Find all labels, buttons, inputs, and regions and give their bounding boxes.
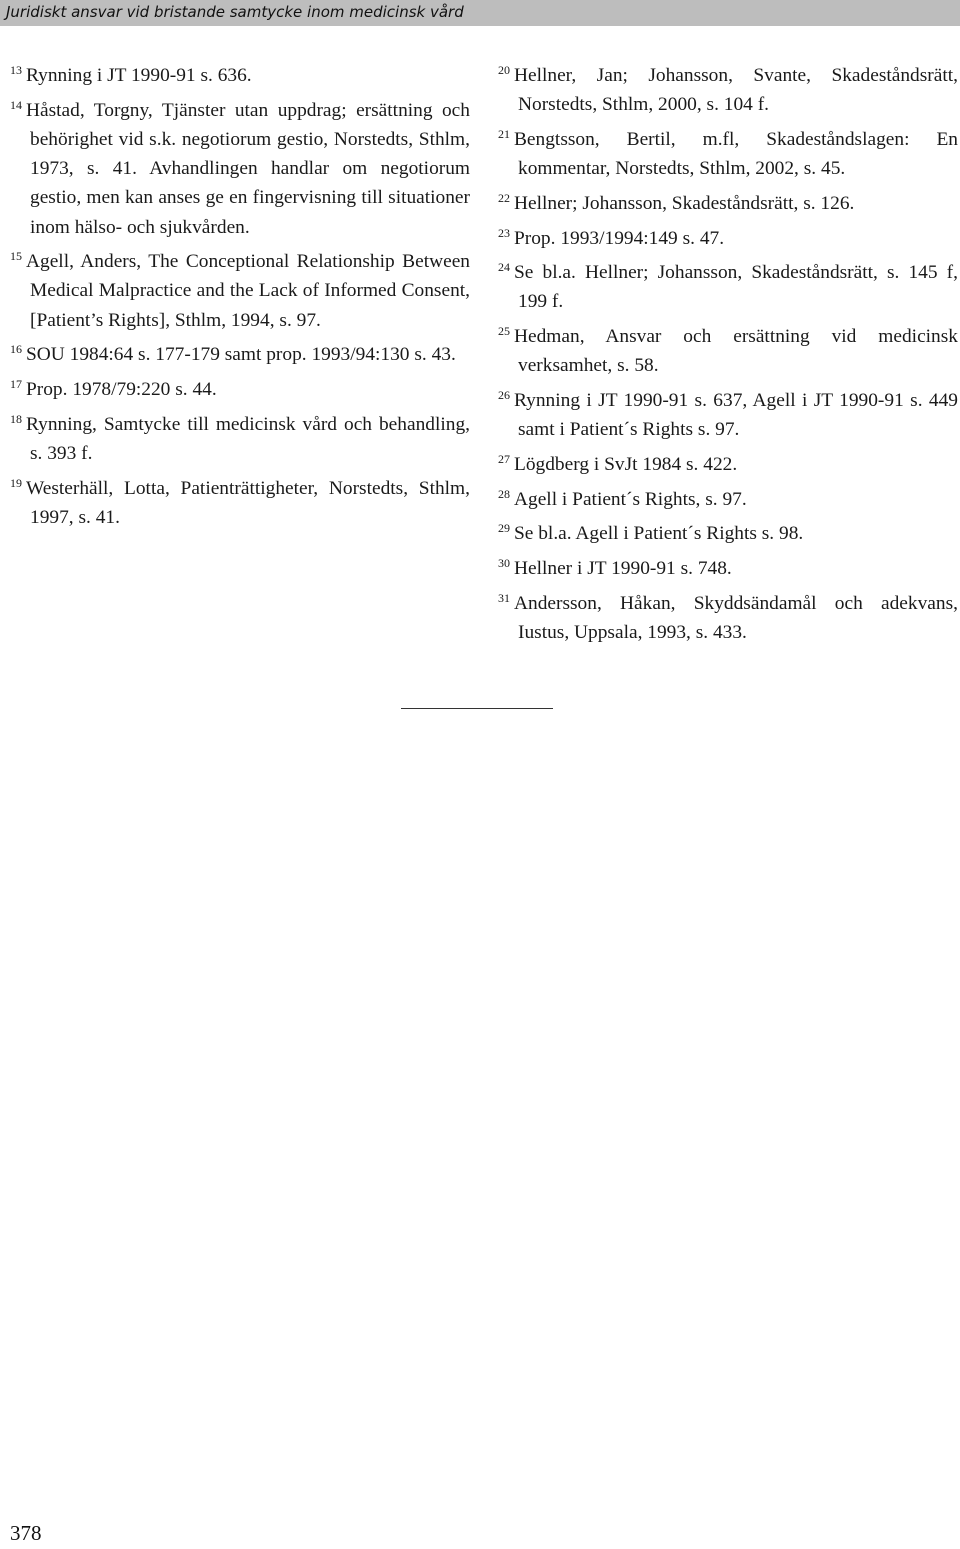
footnote-number: 30	[498, 556, 510, 571]
footnote-text: Se bl.a. Agell i Patient´s Rights s. 98.	[514, 523, 804, 545]
footnote-number: 24	[498, 260, 510, 275]
footnote-text: Agell i Patient´s Rights, s. 97.	[514, 488, 747, 510]
footnote-number: 17	[10, 377, 22, 392]
footnote-number: 27	[498, 451, 510, 466]
footnote-text: Hellner; Johansson, Skadeståndsrätt, s. 126.	[514, 192, 855, 214]
footnote-number: 26	[498, 388, 510, 403]
footnote-number: 22	[498, 190, 510, 205]
footnote-25	[498, 322, 958, 380]
footnote-number: 20	[498, 63, 510, 77]
running-title: Juridiskt ansvar vid bristande samtycke inom medicinsk vård	[6, 3, 464, 21]
footnote-20	[498, 61, 958, 119]
footnote-number: 19	[10, 475, 22, 490]
page-number: 378	[10, 1521, 42, 1545]
section-divider	[401, 708, 553, 709]
footnote-19	[10, 474, 470, 532]
footnote-text: Prop. 1993/1994:149 s. 47.	[514, 227, 725, 249]
footnote-number: 31	[498, 590, 510, 605]
footnote-number: 16	[10, 342, 22, 357]
footnote-30	[498, 554, 958, 583]
footnote-number: 18	[10, 411, 22, 426]
footnote-24	[498, 258, 958, 316]
footnote-text: Se bl.a. Hellner; Johansson, Skadeståndsrätt, s. 145 f, 199 f.	[514, 262, 958, 313]
footnote-15	[10, 247, 470, 335]
footnote-text: Rynning i JT 1990-91 s. 636.	[26, 65, 252, 86]
footnote-number: 15	[10, 249, 22, 264]
footnote-number: 23	[498, 225, 510, 240]
footnote-text: Westerhäll, Lotta, Patienträttigheter, Norstedts, Sthlm, 1997, s. 41.	[26, 477, 470, 528]
footnote-text: Lögdberg i SvJt 1984 s. 422.	[514, 453, 738, 475]
footnote-text: Bengtsson, Bertil, m.fl, Skadeståndslagen: En kommentar, Norstedts, Sthlm, 2002, s. 45.	[514, 128, 958, 180]
footnote-number: 28	[498, 486, 510, 501]
footnotes-left-column	[10, 61, 470, 538]
footnote-number: 13	[10, 63, 22, 77]
running-header	[0, 0, 960, 26]
footnote-31	[498, 589, 958, 647]
footnote-26	[498, 386, 958, 444]
footnote-text: Hellner, Jan; Johansson, Svante, Skadeståndsrätt, Norstedts, Sthlm, 2000, s. 104 f.	[514, 65, 958, 116]
footnote-14	[10, 96, 470, 242]
footnote-29	[498, 519, 958, 548]
footnote-text: Rynning i JT 1990-91 s. 637, Agell i JT 1990-91 s. 449 samt i Patient´s Rights s. 97.	[514, 390, 958, 441]
footnote-27	[498, 450, 958, 479]
footnote-17	[10, 375, 470, 404]
footnote-text: Hellner i JT 1990-91 s. 748.	[514, 558, 732, 580]
footnote-text: Rynning, Samtycke till medicinsk vård och behandling, s. 393 f.	[26, 413, 470, 464]
footnote-number: 25	[498, 324, 510, 339]
footnotes-right-column	[498, 61, 958, 653]
footnote-text: Hedman, Ansvar och ersättning vid medicinsk verksamhet, s. 58.	[514, 326, 958, 377]
footnote-text: Prop. 1978/79:220 s. 44.	[26, 379, 217, 401]
footnote-18	[10, 410, 470, 468]
footnote-text: SOU 1984:64 s. 177-179 samt prop. 1993/94:130 s. 43.	[26, 344, 456, 366]
footnote-22	[498, 189, 958, 218]
footnote-28	[498, 485, 958, 514]
footnote-number: 14	[10, 97, 22, 112]
footnote-16	[10, 340, 470, 369]
footnote-text: Agell, Anders, The Conceptional Relationship Between Medical Malpractice and the Lack of Informed Consent, [Patient’s Rights], Sthlm, 1994, s. 97.	[26, 251, 470, 331]
footnote-number: 21	[498, 126, 510, 141]
footnote-23	[498, 224, 958, 253]
footnote-number: 29	[498, 521, 510, 536]
footnote-21	[498, 125, 958, 183]
footnote-text: Håstad, Torgny, Tjänster utan uppdrag; ersättning och behörighet vid s.k. negotiorum gestio, Norstedts, Sthlm, 1973, s. 41. Avhandlingen handlar om negotiorum gestio, men kan anses ge en fingervisning till situationer inom hälso- och sjukvården.	[26, 99, 470, 238]
footnote-13	[10, 61, 470, 90]
footnote-text: Andersson, Håkan, Skyddsändamål och adekvans, Iustus, Uppsala, 1993, s. 433.	[514, 592, 958, 643]
